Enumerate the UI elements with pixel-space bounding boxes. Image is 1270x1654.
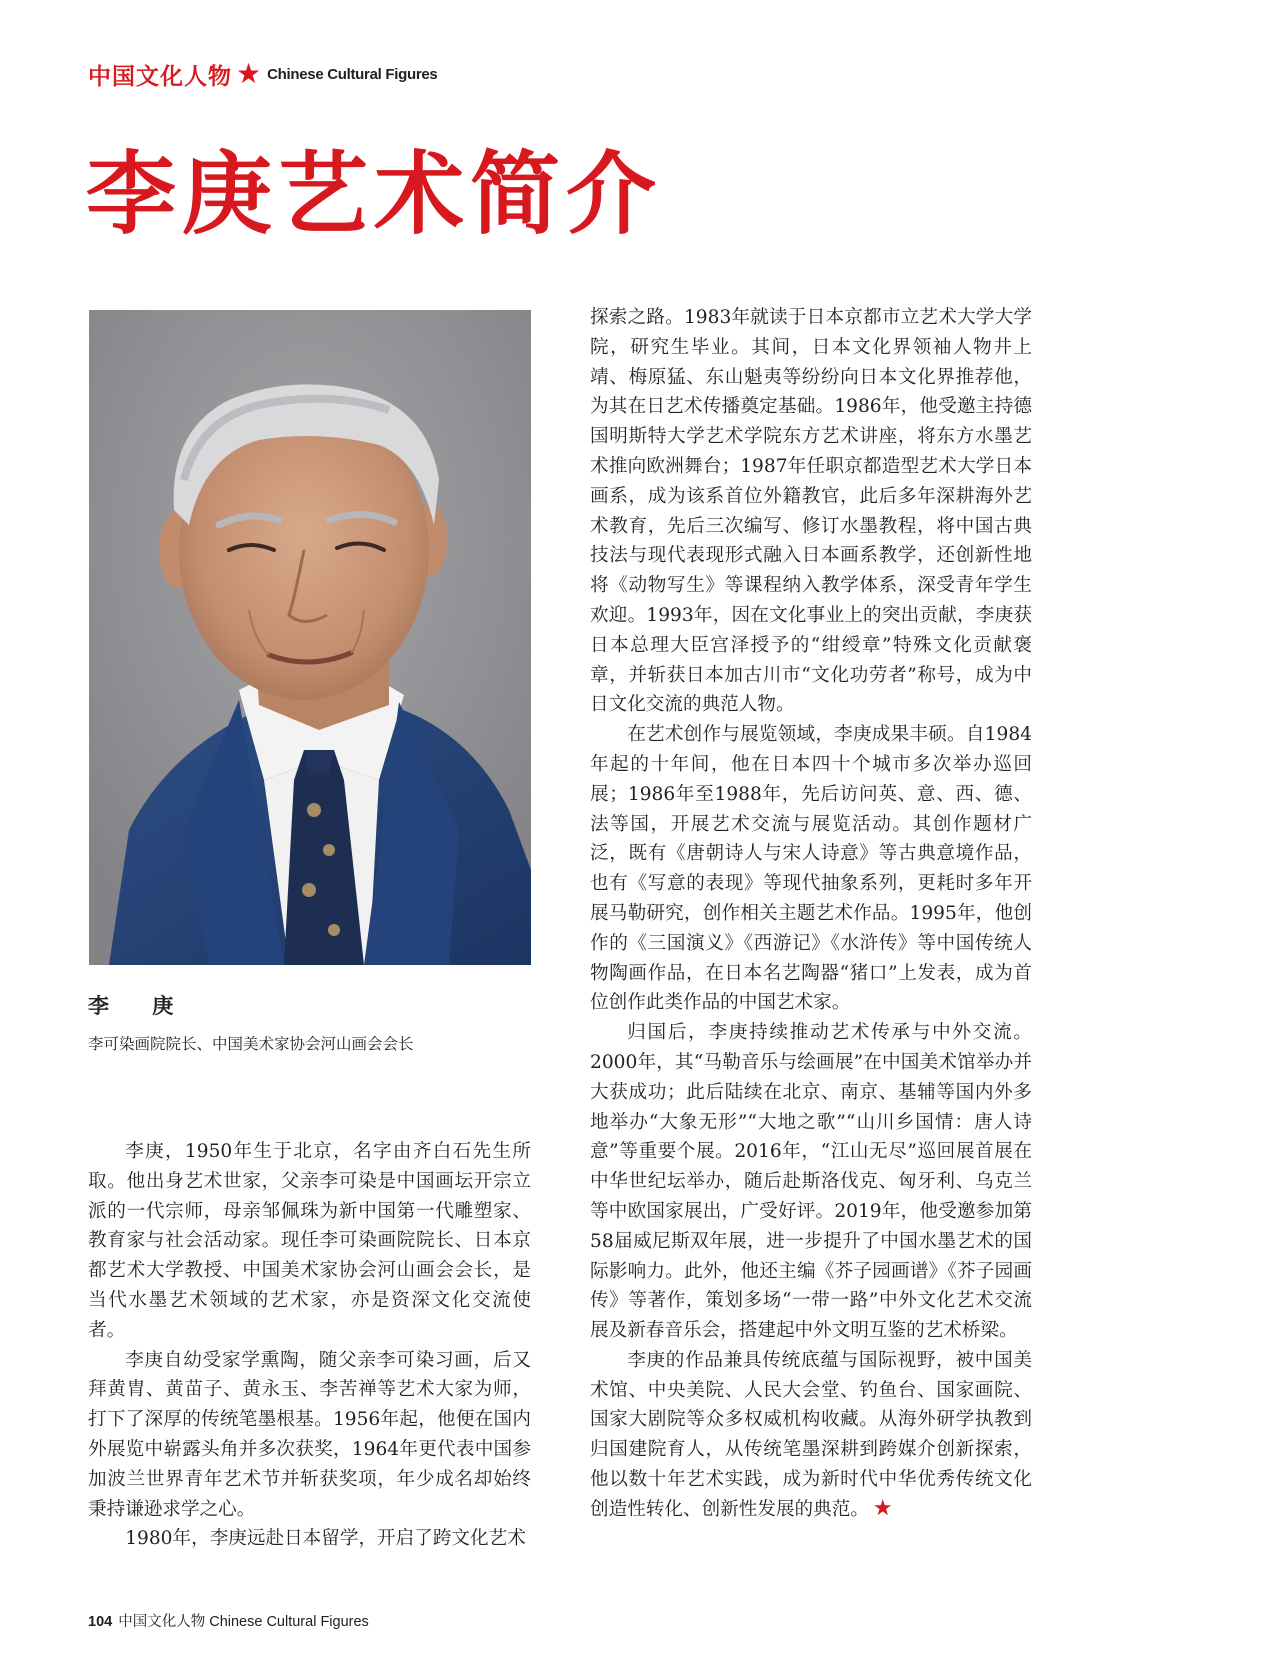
article-title: 李庚艺术简介: [86, 142, 662, 247]
paragraph-continued: 探索之路。1983年就读于日本京都市立艺术大学大学院，研究生毕业。其间，日本文化界领袖人物井上靖、梅原猛、东山魁夷等纷纷向日本文化界推荐他，为其在日艺术传播奠定基础。1986年，他受邀主持德国明斯特大学艺术学院东方艺术讲座，将东方水墨艺术推向欧洲舞台；1987年任职京都造型艺术大学日本画系，成为该系首位外籍教官，此后多年深耕海外艺术教育，先后三次编写、修订水墨教程，将中国古典技法与现代表现形式融入日本画系教学，还创新性地将《动物写生》等课程纳入教学体系，深受青年学生欢迎。1993年，因在文化事业上的突出贡献，李庚获日本总理大臣宫泽授予的“绀绶章”特殊文化贡献褒章，并斩获日本加古川市“文化功劳者”称号，成为中日文化交流的典范人物。: [590, 307, 1032, 716]
paragraph: 归国后，李庚持续推动艺术传承与中外交流。2000年，其“马勒音乐与绘画展”在中国美术馆举办并大获成功；此后陆续在北京、南京、基辅等国内外多地举办“大象无形”“大地之歌”“山川乡国情：唐人诗意”等重要个展。2016年，“江山无尽”巡回展首展在中华世纪坛举办，随后赴斯洛伐克、匈牙利、乌克兰等中欧国家展出，广受好评。2019年，他受邀参加第58届威尼斯双年展，进一步提升了中国水墨艺术的国际影响力。此外，他还主编《芥子园画谱》《芥子园画传》等著作，策划多场“一带一路”中外文化艺术交流展及新春音乐会，搭建起中外文明互鉴的艺术桥梁。: [590, 1022, 1032, 1342]
page-footer: [88, 1610, 369, 1631]
paragraph-final: [590, 1346, 1032, 1525]
left-column: [88, 1137, 531, 1554]
right-column: [590, 303, 1032, 1525]
caption-position: 李可染画院院长、中国美术家协会河山画会会长: [88, 1035, 414, 1053]
magazine-header: [88, 54, 437, 94]
portrait-illustration: [89, 310, 531, 965]
portrait-photo: [89, 310, 531, 965]
footer-text: 中国文化人物 Chinese Cultural Figures: [118, 1614, 369, 1630]
header-en-title: Chinese Cultural Figures: [267, 65, 438, 83]
paragraph: 1980年，李庚远赴日本留学，开启了跨文化艺术: [125, 1528, 526, 1550]
header-cn-title: 中国文化人物: [88, 62, 232, 90]
star-icon: ★: [236, 57, 262, 90]
page-number: 104: [88, 1614, 113, 1630]
paragraph: 李庚，1950年生于北京，名字由齐白石先生所取。他出身艺术世家，父亲李可染是中国画坛开宗立派的一代宗师，母亲邹佩珠为新中国第一代雕塑家、教育家与社会活动家。现任李可染画院院长、日本京都艺术大学教授、中国美术家协会河山画会会长，是当代水墨艺术领域的艺术家，亦是资深文化交流使者。: [88, 1141, 531, 1341]
paragraph: 在艺术创作与展览领域，李庚成果丰硕。自1984年起的十年间，他在日本四十个城市多次举办巡回展；1986年至1988年，先后访问英、意、西、德、法等国，开展艺术交流与展览活动。其创作题材广泛，既有《唐朝诗人与宋人诗意》等古典意境作品，也有《写意的表现》等现代抽象系列，更耗时多年开展马勒研究，创作相关主题艺术作品。1995年，他创作的《三国演义》《西游记》《水浒传》等中国传统人物陶画作品，在日本名艺陶器“猪口”上发表，成为首位创作此类作品的中国艺术家。: [590, 724, 1032, 1014]
paragraph-final-text: 李庚的作品兼具传统底蕴与国际视野，被中国美术馆、中央美院、人民大会堂、钓鱼台、国家画院、国家大剧院等众多权威机构收藏。从海外研学执教到归国建院育人，从传统笔墨深耕到跨媒介创新探索，他以数十年艺术实践，成为新时代中华优秀传统文化创造性转化、创新性发展的典范。: [590, 1349, 1032, 1520]
caption-name: 李 庚: [88, 994, 192, 1018]
end-star-icon: ★: [872, 1495, 893, 1521]
paragraph: 李庚自幼受家学熏陶，随父亲李可染习画，后又拜黄胄、黄苗子、黄永玉、李苦禅等艺术大家为师，打下了深厚的传统笔墨根基。1956年起，他便在国内外展览中崭露头角并多次获奖，1964年更代表中国参加波兰世界青年艺术节并斩获奖项，年少成名却始终秉持谦逊求学之心。: [88, 1349, 531, 1520]
